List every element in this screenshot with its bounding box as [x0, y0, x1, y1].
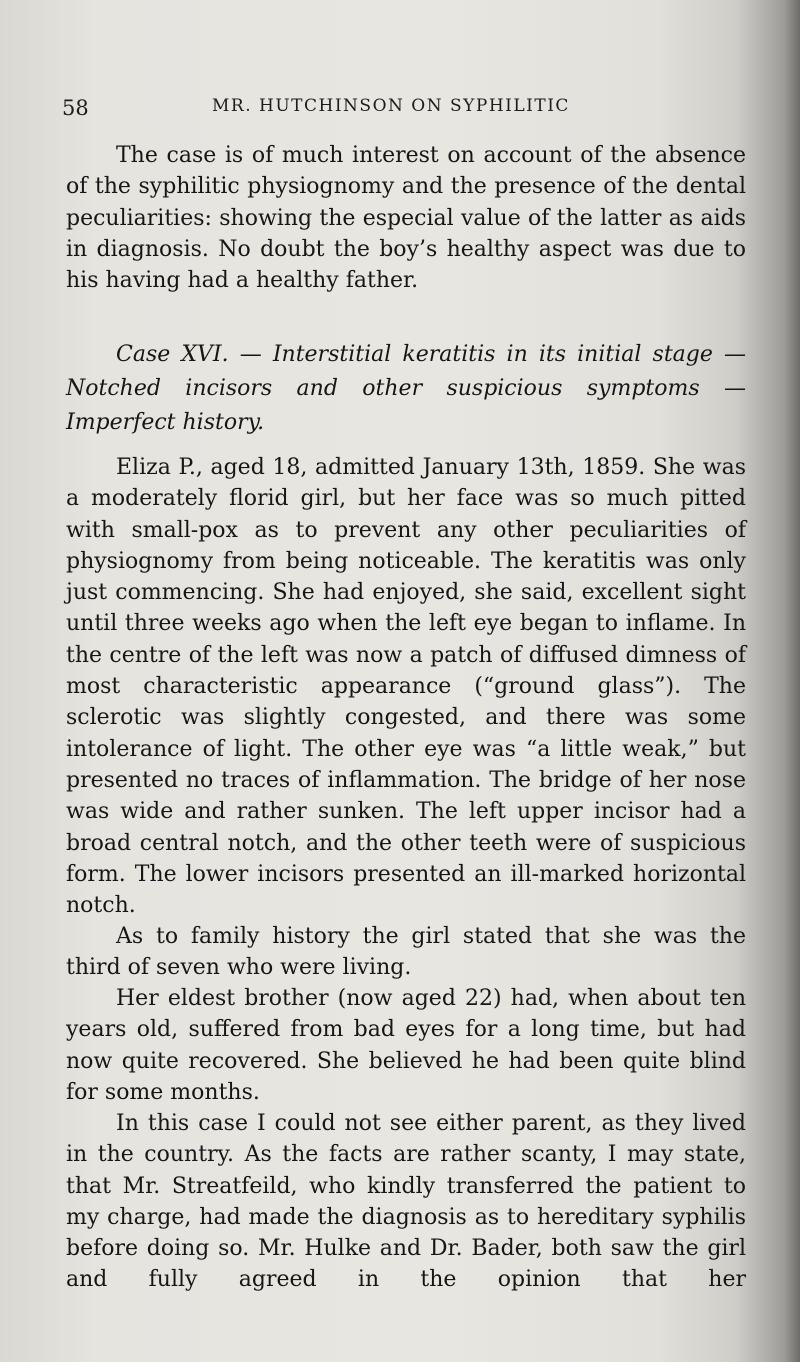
case-heading: Case XVI. — Interstitial keratitis in its initial stage — Notched incisors and other suspicious symptoms — Imperfect history. — [66, 342, 746, 435]
running-head: MR. HUTCHINSON ON SYPHILITIC — [212, 96, 570, 116]
paragraph-eldest-brother: Her eldest brother (now aged 22) had, when about ten years old, suffered from bad eyes for a long time, but had now quite recovered. She believed he had been quite blind for some months. — [66, 986, 746, 1105]
page-header — [62, 96, 742, 126]
page-number: 58 — [62, 96, 89, 120]
paragraph-family-history: As to family history the girl stated that she was the third of seven who were living. — [66, 924, 746, 981]
paragraph-eliza-case: Eliza P., aged 18, admitted January 13th, 1859. She was a moderately florid girl, but her face was so much pitted with small-pox as to prevent any other peculiarities of physiognomy from being noticeable. The keratitis was only just commencing. She had enjoyed, she said, excellent sight until three weeks ago when the left eye began to inflame. In the centre of the left was now a patch of diffused dimness of most characteristic appearance (“ground glass”). The sclerotic was slightly congested, and there was some intolerance of light. The other eye was “a little weak,” but presented no traces of inflammation. The bridge of her nose was wide and rather sunken. The left upper incisor had a broad central notch, and the other teeth were of suspicious form. The lower incisors presented an ill-marked horizontal notch. — [66, 455, 746, 919]
paragraph-parents: In this case I could not see either parent, as they lived in the country. As the facts are rather scanty, I may state, that Mr. Streatfeild, who kindly transferred the patient to my charge, had made the diagnosis as to hereditary syphilis before doing so. Mr. Hulke and Dr. Bader, both saw the girl and fully agreed in the opinion that her — [66, 1111, 746, 1293]
paragraph-case-interest: The case is of much interest on account of the absence of the syphilitic physiognomy and the presence of the dental peculiarities: showing the especial value of the latter as aids in diagnosis. No doubt the boy’s healthy aspect was due to his having had a healthy father. — [66, 143, 746, 294]
